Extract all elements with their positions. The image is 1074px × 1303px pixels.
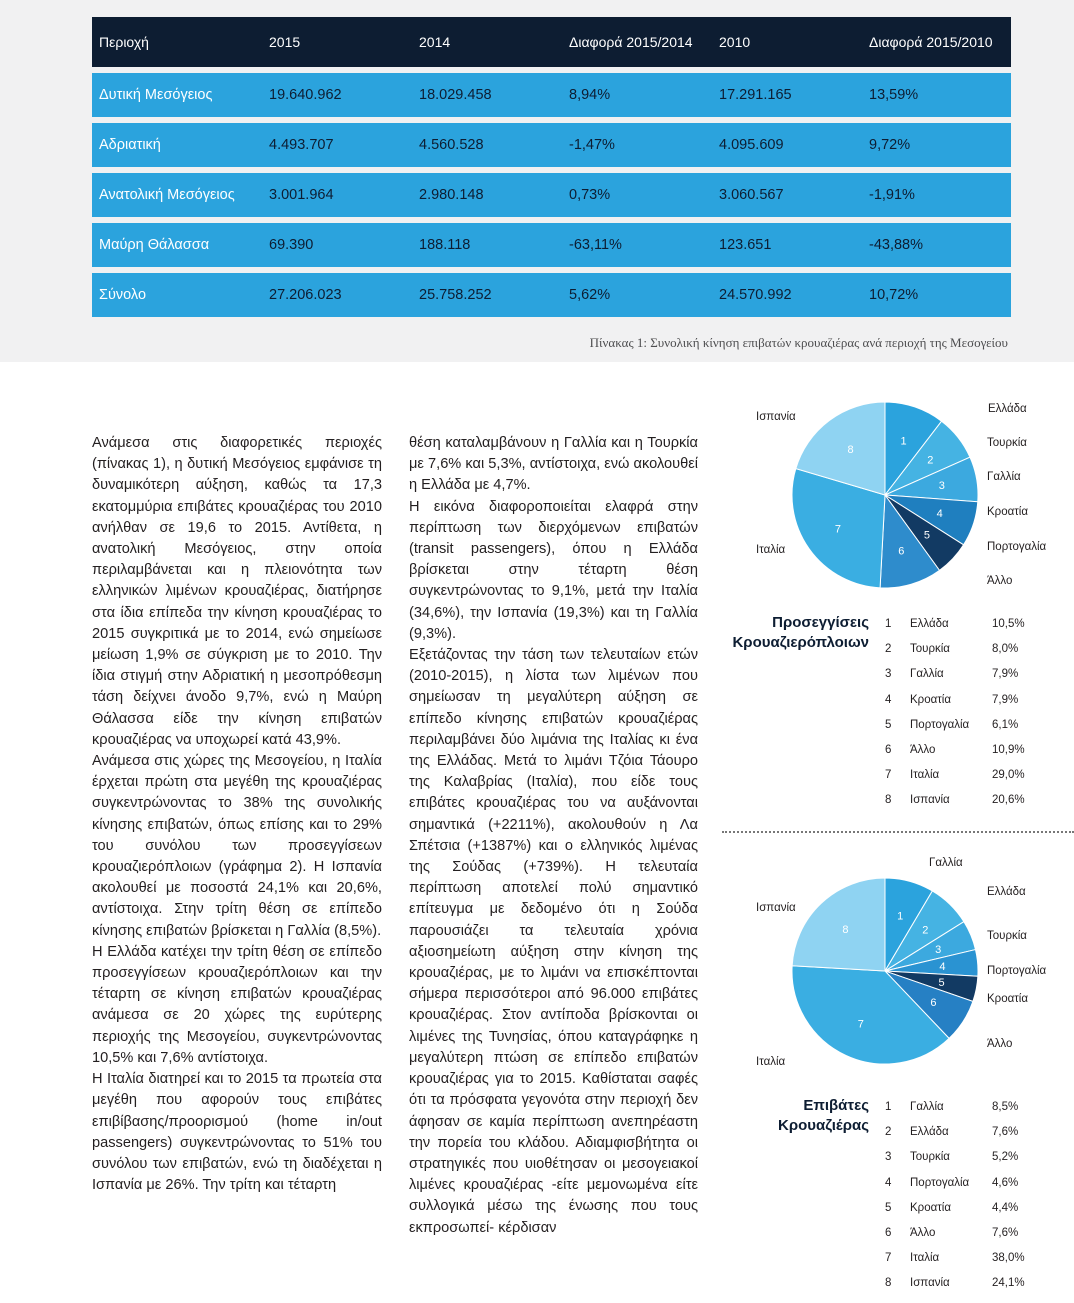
legend-value: 7,6% bbox=[992, 1126, 1019, 1139]
paragraph: Εξετάζοντας την τάση των τελευταίων ετών (2010-2015), η λίστα των λιμένων που σημείωσαν τη μεγαλύτερη αύξηση σε επίπεδο κίνησης επιβατών κρουαζιέρας περιλαμβάνει δύο λιμάνια της Ιταλίας κι ένα της Ελλάδας. Μετά το λιμάνι Τζόια Τάουρο της Καλαβρίας (Ιταλία), που είδε τους επιβάτες κρουαζιέρας του να αυξάνονται σημαντικά (+2211%), ακολουθούν η Λα Σπέτσια (+1387%) και ο ελληνικός λιμένας της Σούδας (+739%). Η τελευταία περίπτωση αποτελεί πολύ σημαντικό επίτευγμα με δεδομένο ότι η Σούδα παρουσιάζει τα τελευταία χρόνια αξιοσημείωτη αύξηση στην κίνηση της κρουαζιέρας, με το λιμάνι να επισκέπτονται σήμερα περισσότεροι από 96.000 επιβάτες κρουαζιέρας. Στον αντίποδα βρίσκονται οι λιμένες της Τυνησίας, όπου καταγράφηκε η μεγαλύτερη πτώση σε επίπεδο επιβατών κρουαζιέρας για το 2015. Καθίσταται σαφές ότι τα πρόσφατα γεγονότα στην περιοχή δεν άφησαν σε καμία περίπτωση ανεπηρέαστη την πορεία του κλάδου. Αδιαμφισβήτητα οι στρατηγικές που υιοθέτησαν οι μεσογειακοί λιμένες κρουαζιέρας -είτε μεμονωμένα είτε συλλογικά μέσω της ένωσης που τους εκπροσωπεί- κέρδισαν bbox=[409, 647, 698, 1236]
legend-value: 10,5% bbox=[992, 618, 1025, 630]
pie-slice bbox=[792, 878, 885, 971]
pie-slice-number: 6 bbox=[898, 545, 905, 558]
legend-row bbox=[882, 1277, 1027, 1302]
cell-value-2010: 24.570.992 bbox=[712, 270, 862, 317]
legend-number: 4 bbox=[885, 693, 892, 706]
pie-label-portogalia: Πορτογαλία bbox=[987, 965, 1047, 977]
pie-label-tourkia: Τουρκία bbox=[987, 930, 1027, 942]
cell-region: Αδριατική bbox=[92, 120, 262, 170]
legend-row bbox=[882, 719, 1027, 744]
pie-label-ellada: Ελλάδα bbox=[988, 403, 1027, 415]
legend-row bbox=[882, 1101, 1027, 1126]
table-row bbox=[92, 120, 1011, 170]
pie-label-ispania: Ισπανία bbox=[756, 902, 796, 914]
header-diff-2015-2010: Διαφορά 2015/2010 bbox=[862, 17, 1011, 70]
pie-slice-number: 5 bbox=[923, 529, 931, 542]
cell-value-2015: 3.001.964 bbox=[262, 170, 412, 220]
legend-country: Τουρκία bbox=[910, 643, 950, 656]
pie-label-allo: Άλλο bbox=[987, 575, 1013, 587]
legend-country: Κροατία bbox=[910, 693, 952, 706]
cell-value-2014: 4.560.528 bbox=[412, 120, 562, 170]
paragraph: Ανάμεσα στις χώρες της Μεσογείου, η Ιταλία έρχεται πρώτη στα μεγέθη της κρουαζιέρας συγκεντρώνοντας το 38% της συνολικής κίνησης επιβατών, όπως επίσης και το 29% του συνόλου των προσεγγίσεων κρουαζιερόπλοιων (γράφημα 2). Η Ισπανία ακολουθεί με ποσοστά 24,1% και 20,6%, αντίστοιχα. Στην τρίτη θέση σε επίπεδο κίνησης επιβατών βρίσκεται η Γαλλία (8,5%). bbox=[92, 753, 382, 939]
cell-value-2014: 188.118 bbox=[412, 220, 562, 270]
legend-value: 20,6% bbox=[992, 794, 1025, 807]
legend-number: 1 bbox=[885, 1101, 892, 1113]
cell-diff-2015-2010: 13,59% bbox=[862, 70, 1011, 120]
legend-number: 1 bbox=[885, 618, 892, 630]
text-column-2 bbox=[409, 433, 698, 1239]
cell-region: Μαύρη Θάλασσα bbox=[92, 220, 262, 270]
legend-country: Άλλο bbox=[910, 743, 936, 756]
pie-slice-number: 8 bbox=[842, 924, 849, 937]
paragraph: Η Ιταλία διατηρεί και το 2015 τα πρωτεία στα μεγέθη που αφορούν τους επιβάτες επιβίβασης/προορισμού (home in/out passengers) συγκεντρώνοντας το 51% του συνόλου των επιβατών, ενώ τη διαδέχεται η Ισπανία με 26%. Την τρίτη και τέταρτη bbox=[92, 1071, 382, 1194]
legend-number: 5 bbox=[885, 718, 892, 731]
header-diff-2015-2014: Διαφορά 2015/2014 bbox=[562, 17, 712, 70]
pie-slice-number: 3 bbox=[938, 480, 945, 493]
cell-diff-2015-2010: 10,72% bbox=[862, 270, 1011, 317]
legend-row bbox=[882, 1177, 1027, 1202]
header-2010: 2010 bbox=[712, 17, 862, 70]
legend-country: Γαλλία bbox=[910, 1101, 944, 1113]
legend-country: Γαλλία bbox=[910, 668, 944, 681]
cell-region: Δυτική Μεσόγειος bbox=[92, 70, 262, 120]
cell-region: Ανατολική Μεσόγειος bbox=[92, 170, 262, 220]
pie-slice-number: 2 bbox=[927, 454, 934, 467]
pie-slice-number: 5 bbox=[938, 977, 945, 990]
table-header-row bbox=[92, 17, 1011, 70]
cell-value-2014: 25.758.252 bbox=[412, 270, 562, 317]
legend-row bbox=[882, 643, 1027, 668]
legend-passengers bbox=[882, 1101, 1027, 1303]
pie-slice-number: 7 bbox=[857, 1018, 864, 1031]
legend-country: Ισπανία bbox=[910, 1277, 950, 1290]
legend-row bbox=[882, 618, 1027, 643]
cell-value-2010: 17.291.165 bbox=[712, 70, 862, 120]
cell-value-2015: 27.206.023 bbox=[262, 270, 412, 317]
legend-country: Ελλάδα bbox=[910, 1126, 949, 1139]
pie-slice-number: 3 bbox=[935, 943, 942, 956]
legend-row bbox=[882, 668, 1027, 693]
text-column-1 bbox=[92, 433, 382, 1196]
chart-title-passengers: Επιβάτες Κρουαζιέρας bbox=[777, 1097, 869, 1134]
pie-label-ispania: Ισπανία bbox=[756, 411, 796, 423]
legend-value: 29,0% bbox=[992, 769, 1025, 782]
legend-number: 8 bbox=[885, 794, 892, 807]
paragraph: Ανάμεσα στις διαφορετικές περιοχές (πίνακας 1), η δυτική Μεσόγειος εμφάνισε τη δυναμικότερη αύξηση, καθώς τα 17,3 εκατομμύρια επιβάτες κρουαζιέρας του 2010 ανήλθαν σε 19,6 το 2015. Αντίθετα, η ανατολική Μεσόγειος, στην οποία περιλαμβάνεται και η πλειονότητα των ελληνικών λιμένων κρουαζιέρας, διατήρησε στα ίδια επίπεδα την κίνηση κρουαζιέρας το 2015 συγκριτικά με το 2014, ενώ σημείωσε μείωση 1,9% σε σύγκριση με το 2010. Την ίδια στιγμή στην Αδριατική η μεσοπρόθεσμη τάση δείχνει άνοδο 9,7%, ενώ η Μαύρη Θάλασσα είδε την κίνηση επιβατών κρουαζιέρας να υποχωρεί κατά 43,9%. bbox=[92, 435, 382, 748]
header-region: Περιοχή bbox=[92, 17, 262, 70]
table-caption: Πίνακας 1: Συνολική κίνηση επιβατών κρουαζιέρας ανά περιοχή της Μεσογείου bbox=[589, 335, 1008, 350]
pie-label-allo: Άλλο bbox=[987, 1038, 1013, 1050]
legend-value: 4,4% bbox=[992, 1201, 1019, 1214]
pie-label-italia: Ιταλία bbox=[756, 1056, 786, 1068]
table-row bbox=[92, 270, 1011, 317]
legend-number: 5 bbox=[885, 1201, 892, 1214]
table-row bbox=[92, 220, 1011, 270]
cell-value-2010: 3.060.567 bbox=[712, 170, 862, 220]
legend-row bbox=[882, 694, 1027, 719]
cell-diff-2015-2014: 0,73% bbox=[562, 170, 712, 220]
pie-label-gallia: Γαλλία bbox=[929, 857, 963, 869]
legend-row bbox=[882, 1126, 1027, 1151]
legend-row bbox=[882, 1227, 1027, 1252]
legend-value: 7,9% bbox=[992, 668, 1019, 681]
chart-title-ship-calls: Προσεγγίσεις Κρουαζιερόπλοιων bbox=[732, 614, 869, 651]
legend-number: 4 bbox=[885, 1176, 892, 1189]
paragraph: θέση καταλαμβάνουν η Γαλλία και η Τουρκία με 7,6% και 5,3%, αντίστοιχα, ενώ ακολουθεί η Ελλάδα με 4,7%. bbox=[409, 435, 698, 494]
legend-country: Πορτογαλία bbox=[910, 718, 970, 731]
table-row bbox=[92, 70, 1011, 120]
legend-number: 6 bbox=[885, 743, 892, 756]
legend-country: Πορτογαλία bbox=[910, 1176, 970, 1189]
legend-value: 24,1% bbox=[992, 1277, 1025, 1290]
cell-value-2015: 19.640.962 bbox=[262, 70, 412, 120]
legend-value: 8,0% bbox=[992, 643, 1019, 656]
cell-value-2014: 18.029.458 bbox=[412, 70, 562, 120]
pie-slice-number: 4 bbox=[939, 960, 946, 973]
pie-chart-passengers bbox=[790, 876, 980, 1066]
legend-number: 2 bbox=[885, 643, 892, 656]
pie-label-tourkia: Τουρκία bbox=[987, 437, 1027, 449]
legend-row bbox=[882, 744, 1027, 769]
legend-number: 3 bbox=[885, 1151, 892, 1164]
cell-value-2014: 2.980.148 bbox=[412, 170, 562, 220]
legend-value: 7,9% bbox=[992, 693, 1019, 706]
table-row bbox=[92, 170, 1011, 220]
legend-country: Ισπανία bbox=[910, 794, 950, 807]
pie-slice-number: 8 bbox=[847, 443, 854, 456]
legend-country: Ιταλία bbox=[910, 1252, 940, 1265]
pie-label-ellada: Ελλάδα bbox=[987, 886, 1026, 898]
legend-country: Άλλο bbox=[910, 1226, 936, 1239]
legend-value: 7,6% bbox=[992, 1226, 1019, 1239]
legend-value: 8,5% bbox=[992, 1101, 1019, 1113]
pie-label-kroatia: Κροατία bbox=[987, 506, 1029, 518]
legend-row bbox=[882, 794, 1027, 819]
pie-chart-ship-calls bbox=[790, 400, 980, 590]
legend-row bbox=[882, 769, 1027, 794]
pie-slice-number: 7 bbox=[834, 523, 841, 536]
cell-region: Σύνολο bbox=[92, 270, 262, 317]
cruise-passengers-table bbox=[92, 17, 1011, 317]
legend-ship-calls bbox=[882, 618, 1027, 820]
pie-slice-number: 1 bbox=[897, 910, 904, 923]
cell-diff-2015-2014: 8,94% bbox=[562, 70, 712, 120]
cell-diff-2015-2014: -63,11% bbox=[562, 220, 712, 270]
legend-value: 38,0% bbox=[992, 1252, 1025, 1265]
legend-country: Τουρκία bbox=[910, 1151, 950, 1164]
legend-number: 7 bbox=[885, 1252, 892, 1265]
paragraph: Η Ελλάδα κατέχει την τρίτη θέση σε επίπεδο προσεγγίσεων κρουαζιερόπλοιων και την τέταρτη σε κίνηση επιβατών κρουαζιέρας ανάμεσα σε 20 χώρες της ευρύτερης περιοχής της Μεσογείου, συγκεντρώνοντας 10,5% και 7,6% αντίστοιχα. bbox=[92, 943, 382, 1066]
header-2015: 2015 bbox=[262, 17, 412, 70]
legend-number: 7 bbox=[885, 769, 892, 782]
cell-diff-2015-2010: -1,91% bbox=[862, 170, 1011, 220]
legend-row bbox=[882, 1202, 1027, 1227]
cell-value-2010: 123.651 bbox=[712, 220, 862, 270]
legend-number: 8 bbox=[885, 1277, 892, 1290]
legend-value: 4,6% bbox=[992, 1176, 1019, 1189]
pie-slice-number: 4 bbox=[936, 508, 943, 521]
legend-row bbox=[882, 1151, 1027, 1176]
legend-country: Ελλάδα bbox=[910, 618, 949, 630]
cell-diff-2015-2010: 9,72% bbox=[862, 120, 1011, 170]
cell-value-2010: 4.095.609 bbox=[712, 120, 862, 170]
cell-value-2015: 4.493.707 bbox=[262, 120, 412, 170]
pie-label-gallia: Γαλλία bbox=[987, 471, 1021, 483]
cell-diff-2015-2010: -43,88% bbox=[862, 220, 1011, 270]
legend-row bbox=[882, 1252, 1027, 1277]
cell-diff-2015-2014: 5,62% bbox=[562, 270, 712, 317]
legend-number: 3 bbox=[885, 668, 892, 681]
legend-country: Ιταλία bbox=[910, 769, 940, 782]
pie-slice-number: 1 bbox=[900, 435, 907, 448]
legend-number: 2 bbox=[885, 1126, 892, 1139]
cell-value-2015: 69.390 bbox=[262, 220, 412, 270]
legend-value: 6,1% bbox=[992, 718, 1019, 731]
dotted-divider bbox=[722, 831, 1074, 833]
pie-slice-number: 6 bbox=[930, 997, 937, 1010]
legend-number: 6 bbox=[885, 1226, 892, 1239]
pie-slice-number: 2 bbox=[922, 924, 929, 937]
pie-label-portogalia: Πορτογαλία bbox=[987, 541, 1047, 553]
header-2014: 2014 bbox=[412, 17, 562, 70]
pie-label-kroatia: Κροατία bbox=[987, 993, 1029, 1005]
legend-country: Κροατία bbox=[910, 1201, 952, 1214]
legend-value: 10,9% bbox=[992, 743, 1025, 756]
legend-value: 5,2% bbox=[992, 1151, 1019, 1164]
paragraph: Η εικόνα διαφοροποιείται ελαφρά στην περίπτωση των διερχόμενων επιβατών (transit passengers), όπου η Ελλάδα βρίσκεται στην τέταρτη θέση συγκεντρώνοντας το 9,1%, μετά την Ιταλία (34,6%), την Ισπανία (19,3%) και τη Γαλλία (9,3%). bbox=[409, 498, 698, 642]
cell-diff-2015-2014: -1,47% bbox=[562, 120, 712, 170]
pie-label-italia: Ιταλία bbox=[756, 544, 786, 556]
